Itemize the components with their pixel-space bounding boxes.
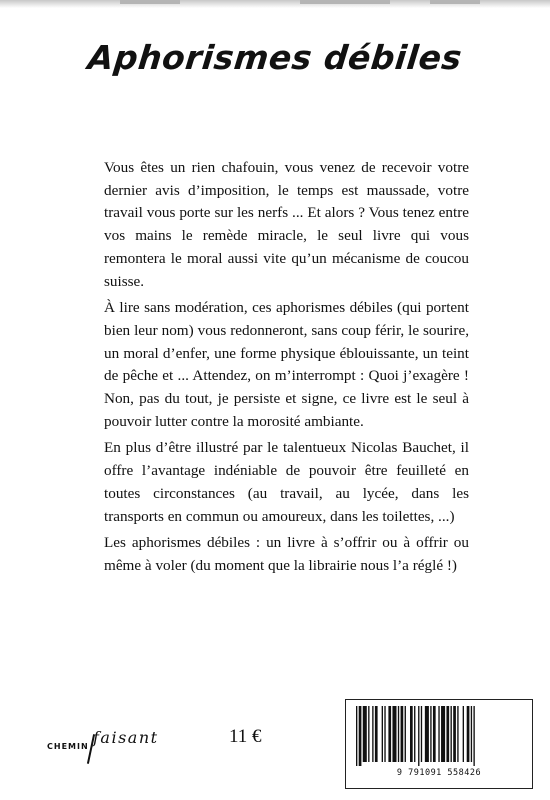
- publisher-logo-word-chemin: CHEMIN: [47, 742, 89, 751]
- scan-edge: [0, 0, 550, 8]
- book-title: Aphorismes débiles: [86, 38, 464, 77]
- publisher-logo: [47, 728, 157, 768]
- price-label: 11 €: [229, 726, 262, 747]
- blurb-paragraph: Vous êtes un rien chafouin, vous venez de recevoir votre dernier avis d’imposition, le temps est maussade, votre travail vous porte sur les nerfs ... Et alors ? Vous tenez entre vos mains le remède miracle, le seul livre qui vous remontera le moral aussi vite qu’un mécanisme de coucou suisse.: [104, 159, 469, 290]
- blurb-paragraph: En plus d’être illustré par le talentueux Nicolas Bauchet, il offre l’avantage indéniable de pouvoir être feuilleté en toutes circonstances (au travail, au lycée, dans les transports en commun ou amoureux, dans les toilettes, ...): [104, 439, 469, 525]
- blurb-paragraph: À lire sans modération, ces aphorismes débiles (qui portent bien leur nom) vous redonneront, sans coup férir, le sourire, un moral d’enfer, une forme physique éblouissante, un teint de pêche et ... Attendez, on m’interrompt : Quoi j’exagère ! Non, pas du tout, je persiste et signe, ce livre est le seul à pouvoir lutter contre la morosité ambiante.: [104, 299, 469, 430]
- barcode-digits: 9 791091 558426: [396, 768, 482, 778]
- barcode-bars: [352, 706, 526, 766]
- back-cover-blurb: [104, 157, 469, 582]
- cover-footer: [0, 690, 550, 800]
- publisher-logo-word-faisant: faisant: [93, 728, 159, 747]
- isbn-barcode: [345, 699, 533, 789]
- blurb-paragraph: Les aphorismes débiles : un livre à s’offrir ou à offrir ou même à voler (du moment que la librairie nous l’a réglé !): [104, 534, 469, 574]
